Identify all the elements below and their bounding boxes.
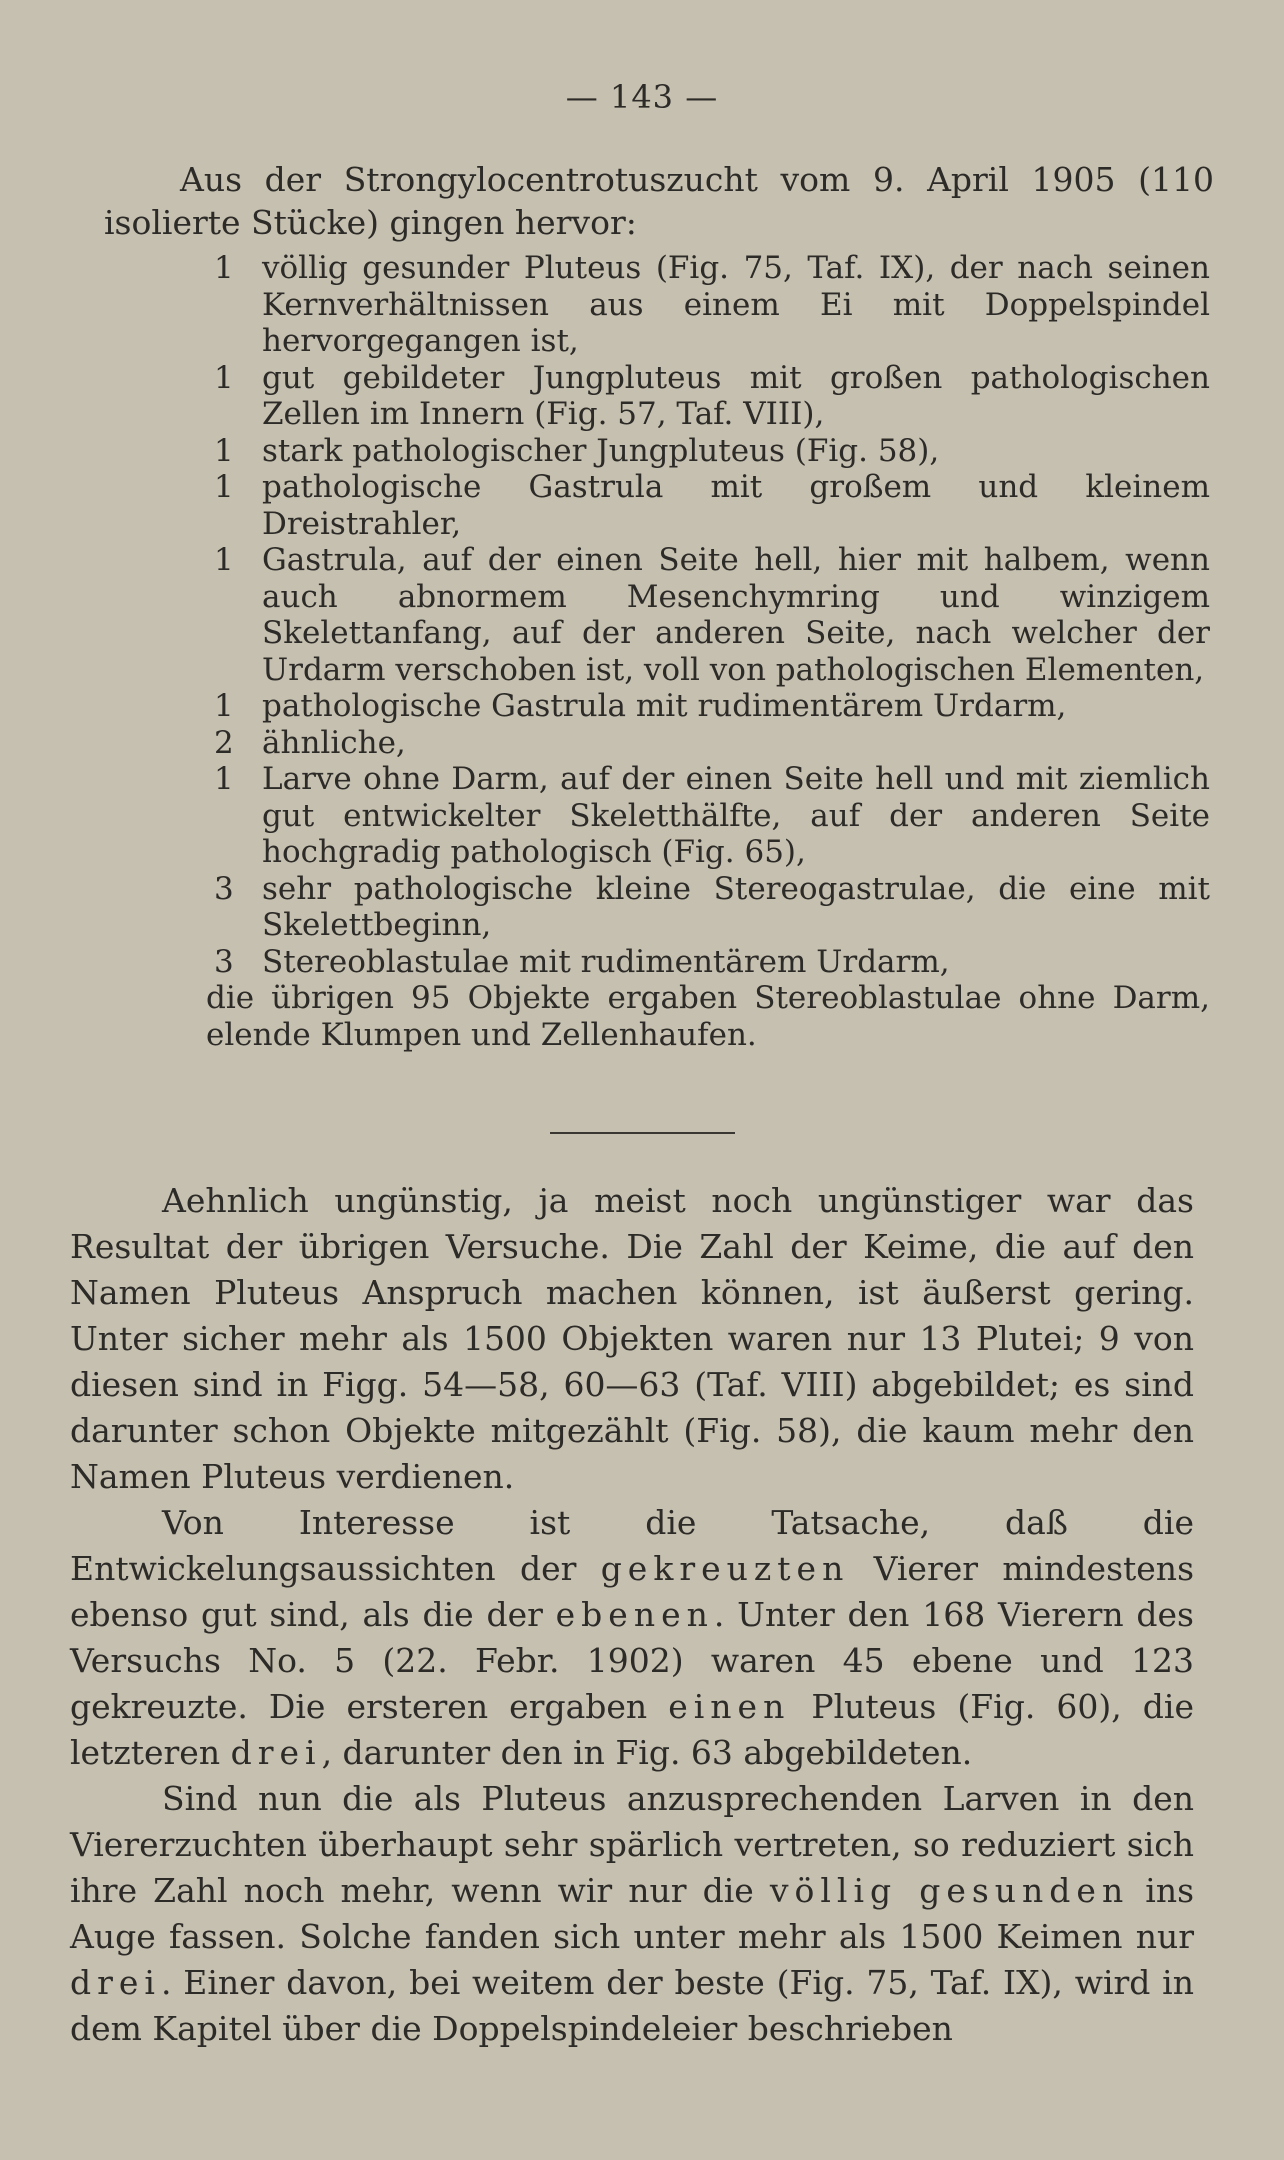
spaced-emphasis: ebenen: [555, 1595, 714, 1634]
list-item: [200, 469, 1210, 542]
text-run: Pluteus (Fig. 60), die letzteren: [70, 1687, 1194, 1772]
item-count: 1: [214, 359, 234, 396]
text-run: . Einer davon, bei weitem der beste (Fig. 75, Taf. IX), wird in dem Kapitel über die Doppelspindeleier beschrieben: [70, 1963, 1194, 2048]
item-count: 1: [214, 688, 234, 724]
item-text: Larve ohne Darm, auf der einen Seite hell und mit ziemlich gut entwickelter Skeletthälfte, auf der anderen Seite hochgradig pathologisch (Fig. 65),: [262, 761, 1210, 870]
list-item: [200, 725, 1210, 762]
spaced-emphasis: drei: [70, 1963, 161, 2002]
item-count: 1: [214, 432, 234, 469]
text-run: Sind nun die als Pluteus anzusprechenden Larven in den Viererzuchten überhaupt sehr spärlich vertreten, so reduziert sich ihre Zahl noch mehr, wenn wir nur die: [70, 1779, 1194, 1910]
list-item: [200, 871, 1210, 944]
section-divider: [550, 1132, 735, 1134]
text-run: . Unter den 168 Vierern des Versuchs No. 5 (22. Febr. 1902) waren 45 ebene und 123 gekreuzte. Die ersteren ergaben: [70, 1595, 1194, 1726]
spaced-emphasis: gekreuzten: [600, 1549, 850, 1588]
item-count: 2: [214, 724, 234, 761]
intro-text: Aus der Strongylocentrotuszucht vom 9. April 1905 (110 isolierte Stücke) gingen hervor:: [104, 160, 1214, 242]
list-item: [200, 688, 1210, 725]
item-text: stark pathologischer Jungpluteus (Fig. 58),: [262, 432, 940, 469]
item-count: 3: [214, 870, 234, 907]
page-number: — 143 —: [565, 78, 719, 116]
spaced-emphasis: völlig gesunden: [769, 1871, 1130, 1910]
text-run: Von Interesse ist die Tatsache, daß die Entwickelungsaussichten der: [70, 1503, 1194, 1588]
list-item: [200, 433, 1210, 470]
item-text: völlig gesunder Pluteus (Fig. 75, Taf. IX), der nach seinen Kernverhältnissen aus einem Ei mit Doppelspindel hervorgegangen ist,: [262, 250, 1210, 359]
body-text: [70, 1178, 1194, 2052]
spaced-emphasis: drei: [230, 1733, 322, 1772]
paragraph-2: [70, 1500, 1194, 1776]
item-text: pathologische Gastrula mit rudimentärem Urdarm,: [262, 688, 1067, 724]
paragraph-3: [70, 1776, 1194, 2052]
item-text: Gastrula, auf der einen Seite hell, hier mit halbem, wenn auch abnormem Mesenchymring und winzigem Skelettanfang, auf der anderen Seite, nach welcher der Urdarm verschoben ist, voll von pathologischen Elementen,: [262, 542, 1210, 688]
paragraph-1: Aehnlich ungünstig, ja meist noch ungünstiger war das Resultat der übrigen Versuche. Die Zahl der Keime, die auf den Namen Pluteus Anspruch machen können, ist äußerst gering. Unter sicher mehr als 1500 Objekten waren nur 13 Plutei; 9 von diesen sind in Figg. 54—58, 60—63 (Taf. VIII) abgebildet; es sind darunter schon Objekte mitgezählt (Fig. 58), die kaum mehr den Namen Pluteus verdienen.: [70, 1181, 1194, 1496]
item-count: 1: [214, 469, 234, 505]
item-count: 1: [214, 761, 234, 797]
item-text: pathologische Gastrula mit großem und kleinem Dreistrahler,: [262, 469, 1210, 542]
list-item: [200, 360, 1210, 433]
item-text: Stereoblastulae mit rudimentärem Urdarm,: [262, 943, 950, 980]
text-run: , darunter den in Fig. 63 abgebildeten.: [321, 1733, 973, 1772]
list-tail-text: die übrigen 95 Objekte ergaben Stereoblastulae ohne Darm, elende Klumpen und Zellenhaufen.: [206, 980, 1210, 1053]
list-tail: [206, 980, 1210, 1053]
item-count: 1: [214, 542, 234, 578]
text-run: ins Auge fassen. Solche fanden sich unter mehr als 1500 Keimen nur: [70, 1871, 1195, 1956]
item-count: 3: [214, 943, 234, 980]
intro-paragraph: [104, 158, 1214, 244]
spaced-emphasis: einen: [668, 1687, 791, 1726]
text-run: Vierer mindestens ebenso gut sind, als die der: [70, 1549, 1194, 1634]
list-item: [200, 761, 1210, 871]
results-list: [200, 250, 1210, 1053]
list-item: [200, 944, 1210, 981]
item-count: 1: [214, 250, 234, 286]
item-text: ähnliche,: [262, 724, 406, 761]
item-text: sehr pathologische kleine Stereogastrulae, die eine mit Skelettbeginn,: [262, 870, 1210, 943]
list-item: [200, 542, 1210, 688]
list-item: [200, 250, 1210, 360]
item-text: gut gebildeter Jungpluteus mit großen pathologischen Zellen im Innern (Fig. 57, Taf. VIII),: [262, 359, 1210, 432]
